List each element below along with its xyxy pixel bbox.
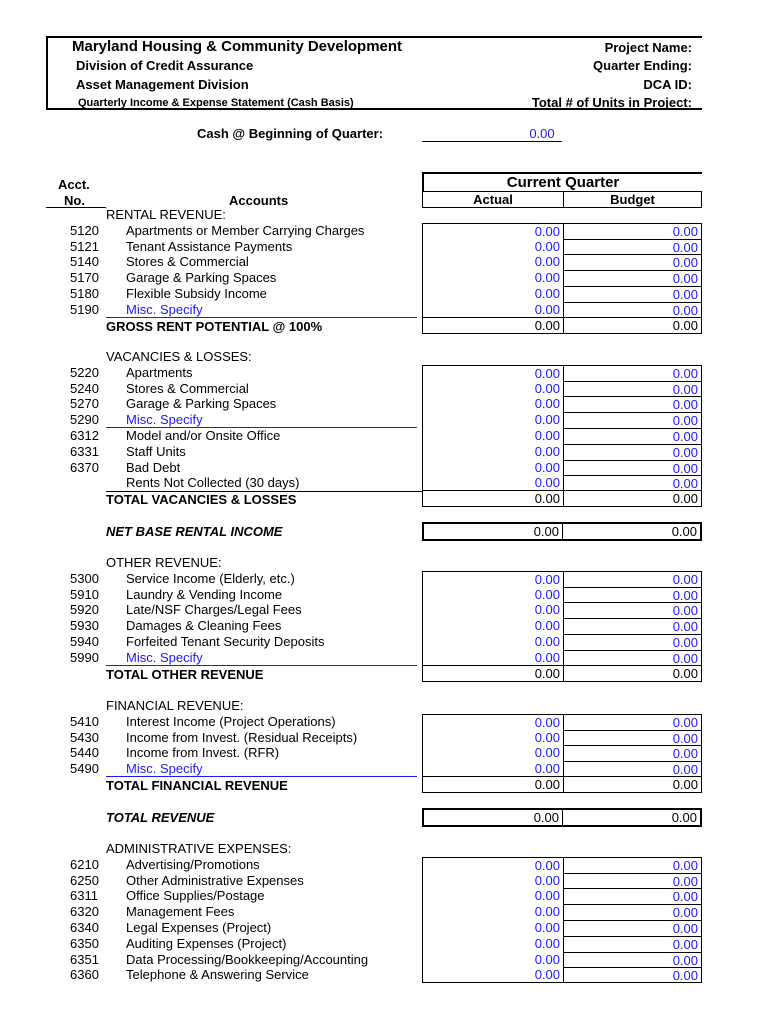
other-total-label: TOTAL OTHER REVENUE <box>106 666 264 682</box>
account-name: Service Income (Elderly, etc.) <box>126 570 295 586</box>
acct-number: 5190 <box>70 301 99 317</box>
account-name: Advertising/Promotions <box>126 856 260 872</box>
acct-number: 6312 <box>70 428 99 443</box>
rental-heading: RENTAL REVENUE: <box>106 207 226 222</box>
no-header-underline <box>46 207 106 208</box>
account-name: Other Administrative Expenses <box>126 872 304 888</box>
account-name: Late/NSF Charges/Legal Fees <box>126 602 302 618</box>
vacancies-total-actual: 0.00 <box>422 491 563 507</box>
actual-input[interactable]: 0.00 <box>422 381 563 397</box>
budget-input[interactable]: 0.00 <box>563 761 702 777</box>
dca-id-label: DCA ID: <box>643 77 692 92</box>
budget-input[interactable]: 0.00 <box>563 857 702 873</box>
net_base-actual: 0.00 <box>422 522 563 541</box>
rental-total-label: GROSS RENT POTENTIAL @ 100% <box>106 318 323 334</box>
actual-input[interactable]: 0.00 <box>422 634 563 650</box>
units-label: Total # of Units in Project: <box>531 95 692 110</box>
actual-input[interactable]: 0.00 <box>422 857 563 873</box>
budget-input[interactable]: 0.00 <box>563 396 702 412</box>
actual-input[interactable]: 0.00 <box>422 761 563 777</box>
actual-input[interactable]: 0.00 <box>422 270 563 286</box>
actual-input[interactable]: 0.00 <box>422 460 563 476</box>
acct-number: 5180 <box>70 286 99 301</box>
budget-input[interactable]: 0.00 <box>563 888 702 904</box>
acct-number: 5940 <box>70 634 99 649</box>
account-name: Damages & Cleaning Fees <box>126 618 282 634</box>
actual-input[interactable]: 0.00 <box>422 730 563 746</box>
acct-number: 6311 <box>70 888 98 904</box>
budget-input[interactable]: 0.00 <box>563 444 702 460</box>
project-name-label: Project Name: <box>604 40 692 55</box>
budget-input[interactable]: 0.00 <box>563 428 702 444</box>
vacancies-heading: VACANCIES & LOSSES: <box>106 349 252 364</box>
account-name: Stores & Commercial <box>126 380 249 396</box>
budget-input[interactable]: 0.00 <box>563 571 702 587</box>
budget-input[interactable]: 0.00 <box>563 587 702 603</box>
financial-total-actual: 0.00 <box>422 777 563 793</box>
actual-input[interactable]: 0.00 <box>422 412 563 428</box>
account-name: Model and/or Onsite Office <box>126 428 281 443</box>
acct-number: 6340 <box>70 920 99 935</box>
current-quarter-header: Current Quarter <box>422 172 702 191</box>
other-total-actual: 0.00 <box>422 666 563 682</box>
account-name: Bad Debt <box>126 459 181 475</box>
budget-input[interactable]: 0.00 <box>563 730 702 746</box>
budget-input[interactable]: 0.00 <box>563 286 702 302</box>
acct-number: 5490 <box>70 761 99 777</box>
account-name: Income from Invest. (Residual Receipts) <box>126 729 358 745</box>
misc-specify-label: Misc. Specify <box>126 301 203 317</box>
actual-input[interactable]: 0.00 <box>422 223 563 239</box>
total_revenue-label: TOTAL REVENUE <box>106 810 215 825</box>
account-name: Telephone & Answering Service <box>126 967 309 983</box>
budget-input[interactable]: 0.00 <box>563 745 702 761</box>
account-name: Flexible Subsidy Income <box>126 286 267 301</box>
misc-specify-label: Misc. Specify <box>126 649 203 665</box>
budget-input[interactable]: 0.00 <box>563 254 702 270</box>
misc-specify-label: Misc. Specify <box>126 761 203 777</box>
total_revenue-actual: 0.00 <box>422 808 563 827</box>
actual-input[interactable]: 0.00 <box>422 365 563 381</box>
budget-input[interactable]: 0.00 <box>563 873 702 889</box>
acct-header: Acct. <box>58 177 90 192</box>
acct-number: 6210 <box>70 856 99 872</box>
org-title: Maryland Housing & Community Development <box>72 38 403 55</box>
actual-input[interactable]: 0.00 <box>422 745 563 761</box>
account-name: Tenant Assistance Payments <box>126 238 293 254</box>
acct-number: 5430 <box>70 729 99 745</box>
acct-number: 5220 <box>70 364 99 380</box>
account-name: Income from Invest. (RFR) <box>126 745 280 761</box>
division-line-2: Asset Management Division <box>76 77 249 92</box>
quarter-ending-label: Quarter Ending: <box>593 58 692 73</box>
actual-input[interactable]: 0.00 <box>422 239 563 255</box>
financial-total-label: TOTAL FINANCIAL REVENUE <box>106 778 288 793</box>
other-total-budget: 0.00 <box>563 666 702 682</box>
acct-number: 5270 <box>70 396 99 412</box>
account-name: Forfeited Tenant Security Deposits <box>126 634 325 649</box>
actual-input[interactable]: 0.00 <box>422 888 563 904</box>
accounts-header: Accounts <box>229 193 289 208</box>
actual-input[interactable]: 0.00 <box>422 920 563 936</box>
account-name: Management Fees <box>126 904 235 920</box>
acct-number: 5140 <box>70 254 99 270</box>
cash-label: Cash @ Beginning of Quarter: <box>197 126 384 141</box>
account-name: Laundry & Vending Income <box>126 586 283 602</box>
budget-input[interactable]: 0.00 <box>563 302 702 318</box>
acct-number: 6351 <box>70 951 99 967</box>
budget-input[interactable]: 0.00 <box>563 714 702 730</box>
account-name: Garage & Parking Spaces <box>126 396 277 412</box>
budget-input[interactable]: 0.00 <box>563 270 702 286</box>
acct-number: 5121 <box>70 238 99 254</box>
net_base-budget: 0.00 <box>563 522 702 541</box>
account-name: Office Supplies/Postage <box>126 888 265 904</box>
account-name: Legal Expenses (Project) <box>126 920 272 935</box>
account-name: Apartments <box>126 364 193 380</box>
budget-input[interactable]: 0.00 <box>563 952 702 968</box>
acct-number: 6350 <box>70 935 99 951</box>
actual-input[interactable]: 0.00 <box>422 396 563 412</box>
no-header: No. <box>64 193 85 208</box>
division-line-1: Division of Credit Assurance <box>76 58 254 73</box>
budget-input[interactable]: 0.00 <box>563 365 702 381</box>
actual-input[interactable]: 0.00 <box>422 571 563 587</box>
actual-input[interactable]: 0.00 <box>422 587 563 603</box>
actual-input[interactable]: 0.00 <box>422 254 563 270</box>
actual-input[interactable]: 0.00 <box>422 602 563 618</box>
actual-input[interactable]: 0.00 <box>422 618 563 634</box>
actual-input[interactable]: 0.00 <box>422 650 563 666</box>
budget-input[interactable]: 0.00 <box>563 475 702 491</box>
budget-input[interactable]: 0.00 <box>563 412 702 428</box>
vacancies-total-label: TOTAL VACANCIES & LOSSES <box>106 492 297 508</box>
budget-input[interactable]: 0.00 <box>563 223 702 239</box>
acct-number: 5300 <box>70 570 99 586</box>
acct-number: 5440 <box>70 745 99 761</box>
actual-input[interactable]: 0.00 <box>422 286 563 302</box>
actual-input[interactable]: 0.00 <box>422 952 563 968</box>
actual-input[interactable]: 0.00 <box>422 967 563 983</box>
misc-specify-label: Misc. Specify <box>126 412 203 428</box>
statement-title: Quarterly Income & Expense Statement (Cash Basis) <box>78 97 354 109</box>
budget-input[interactable]: 0.00 <box>563 460 702 476</box>
budget-input[interactable]: 0.00 <box>563 618 702 634</box>
vacancies-total-budget: 0.00 <box>563 491 702 507</box>
acct-number: 5170 <box>70 270 99 286</box>
budget-input[interactable]: 0.00 <box>563 936 702 952</box>
financial-heading: FINANCIAL REVENUE: <box>106 698 244 713</box>
budget-input[interactable]: 0.00 <box>563 602 702 618</box>
acct-number: 6331 <box>70 443 99 459</box>
cash-value[interactable]: 0.00 <box>422 126 562 142</box>
rental-total-budget: 0.00 <box>563 318 702 334</box>
actual-input[interactable]: 0.00 <box>422 873 563 889</box>
acct-number: 6360 <box>70 967 99 983</box>
actual-input[interactable]: 0.00 <box>422 936 563 952</box>
budget-input[interactable]: 0.00 <box>563 239 702 255</box>
acct-number: 6370 <box>70 459 99 475</box>
budget-input[interactable]: 0.00 <box>563 967 702 983</box>
budget-input[interactable]: 0.00 <box>563 634 702 650</box>
budget-input[interactable]: 0.00 <box>563 650 702 666</box>
actual-input[interactable]: 0.00 <box>422 302 563 318</box>
actual-input[interactable]: 0.00 <box>422 714 563 730</box>
account-name: Rents Not Collected (30 days) <box>126 475 300 491</box>
account-name: Auditing Expenses (Project) <box>126 935 287 951</box>
budget-header: Budget <box>563 191 702 208</box>
net_base-label: NET BASE RENTAL INCOME <box>106 524 283 539</box>
admin-heading: ADMINISTRATIVE EXPENSES: <box>106 841 292 856</box>
account-name: Interest Income (Project Operations) <box>126 713 336 729</box>
vacancies-total-rule <box>106 491 422 492</box>
acct-number: 5240 <box>70 380 99 396</box>
acct-number: 6320 <box>70 904 99 920</box>
acct-number: 5410 <box>70 713 99 729</box>
acct-number: 5930 <box>70 618 99 634</box>
actual-input[interactable]: 0.00 <box>422 904 563 920</box>
budget-input[interactable]: 0.00 <box>563 920 702 936</box>
account-name: Stores & Commercial <box>126 254 249 270</box>
acct-number: 5910 <box>70 586 99 602</box>
acct-number: 5990 <box>70 649 99 665</box>
account-name: Staff Units <box>126 443 186 459</box>
acct-number: 5120 <box>70 222 99 238</box>
acct-number: 5290 <box>70 412 99 428</box>
budget-input[interactable]: 0.00 <box>563 381 702 397</box>
financial-total-budget: 0.00 <box>563 777 702 793</box>
other-heading: OTHER REVENUE: <box>106 555 222 570</box>
account-name: Data Processing/Bookkeeping/Accounting <box>126 951 369 967</box>
total_revenue-budget: 0.00 <box>563 808 702 827</box>
rental-total-actual: 0.00 <box>422 318 563 334</box>
actual-input[interactable]: 0.00 <box>422 444 563 460</box>
account-name: Garage & Parking Spaces <box>126 270 277 286</box>
account-name: Apartments or Member Carrying Charges <box>126 222 365 238</box>
actual-input[interactable]: 0.00 <box>422 428 563 444</box>
acct-number: 6250 <box>70 872 99 888</box>
actual-input[interactable]: 0.00 <box>422 475 563 491</box>
statement-header <box>46 36 702 110</box>
acct-number: 5920 <box>70 602 99 618</box>
budget-input[interactable]: 0.00 <box>563 904 702 920</box>
actual-header: Actual <box>422 191 563 208</box>
